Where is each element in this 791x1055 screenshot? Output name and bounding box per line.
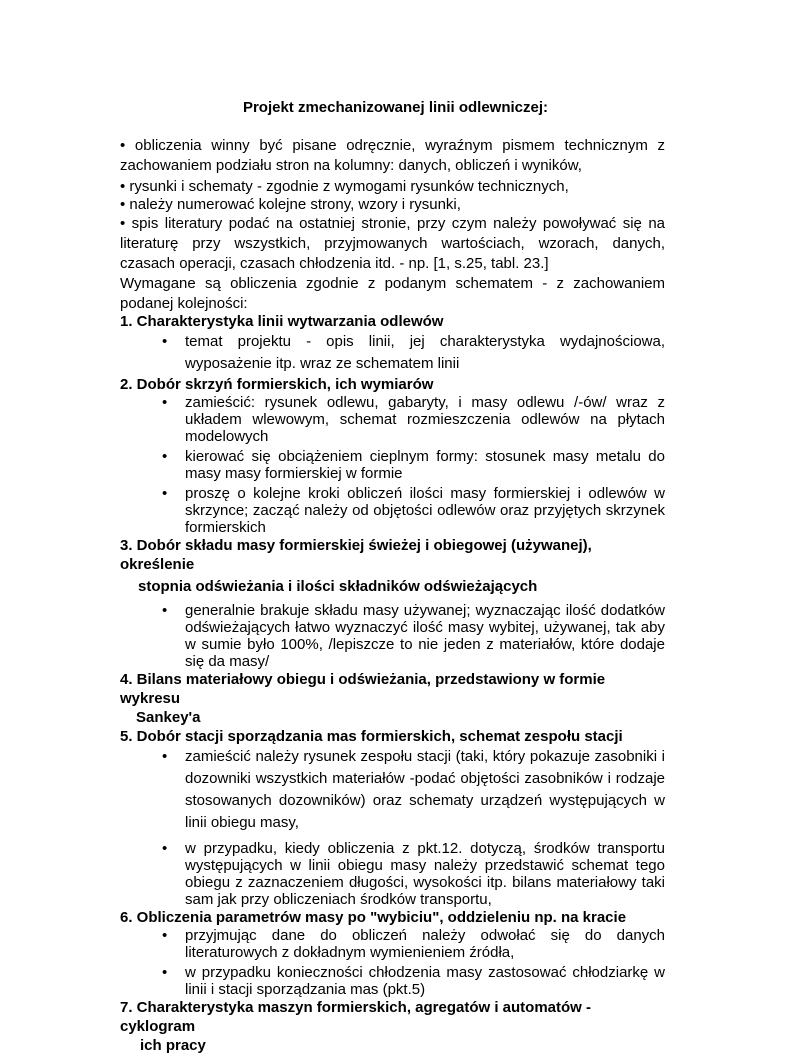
section-heading: 1. Charakterystyka linii wytwarzania odlewów <box>120 313 444 330</box>
list-item-text: kierować się obciążeniem cieplnym formy: stosunek masy metalu do masy masy formierskiej w formie <box>185 448 665 482</box>
section-heading <box>120 536 665 596</box>
list-item-text: w przypadku, kiedy obliczenia z pkt.12. dotyczą, środków transportu występujących w linii obiegu masy należy przedstawić schemat tego obiegu z zaznaczeniem długości, wysokości itp. bilans materiałowy taki sam jak przy obliczeniach środków transportu, <box>185 840 665 908</box>
list-item <box>120 746 665 834</box>
bullet-list <box>120 927 665 998</box>
bullet-icon: • <box>162 927 168 944</box>
intro-paragraph: Wymagane są obliczenia zgodnie z podanym schematem - z zachowaniem podanej kolejności: <box>120 275 665 312</box>
bullet-icon: • <box>162 748 168 765</box>
bullet-icon: • <box>162 333 168 350</box>
section-1 <box>120 312 665 375</box>
intro-paragraph: • spis literatury podać na ostatniej stronie, przy czym należy powoływać się na literaturę przy wszystkich, przyjmowanych wartościach, wzorach, danych, czasach operacji, czasach chłodzenia itd. - np. [1, s.25, tabl. 23.] <box>120 215 665 272</box>
section-heading: 6. Obliczenia parametrów masy po "wybiciu", oddzieleniu np. na kracie <box>120 909 627 926</box>
section-7 <box>120 998 665 1055</box>
bullet-list <box>120 331 665 375</box>
list-item <box>120 840 665 908</box>
section-heading <box>120 670 665 727</box>
section-6 <box>120 908 665 998</box>
section-2 <box>120 375 665 536</box>
bullet-icon: • <box>162 448 168 465</box>
bullet-icon: • <box>162 964 168 981</box>
section-3 <box>120 536 665 670</box>
section-heading-continuation: stopnia odświeżania i ilości składników odświeżających <box>138 578 538 595</box>
bullet-icon: • <box>162 602 168 619</box>
section-heading-continuation: Sankey'a <box>136 709 201 726</box>
list-item-text: zamieścić należy rysunek zespołu stacji (taki, który pokazuje zasobniki i dozowniki wszystkich materiałów -podać objętości zasobników i rodzaje stosowanych dozowników) oraz schematy urządzeń występujących w linii obiegu masy, <box>185 748 665 831</box>
list-item-text: generalnie brakuje składu masy używanej; wyznaczając ilość dodatków odświeżających łatwo wyznaczyć ilość masy wybitej, używanej, tak aby w sumie było 100%, /lepiszcze to nie jeden z materiałów, które dodaje się da masy/ <box>185 602 665 670</box>
document-title: Projekt zmechanizowanej linii odlewniczej: <box>242 99 549 116</box>
list-item <box>120 927 665 961</box>
list-item <box>120 394 665 445</box>
bullet-list <box>120 746 665 908</box>
section-5 <box>120 727 665 908</box>
section-heading-line: 4. Bilans materiałowy obiegu i odświeżania, przedstawiony w formie wykresu <box>120 671 606 707</box>
list-item-text: przyjmując dane do obliczeń należy odwołać się do danych literaturowych z dokładnym wymienieniem źródła, <box>185 927 665 961</box>
section-heading-continuation: ich pracy <box>140 1037 206 1054</box>
bullet-icon: • <box>162 394 168 411</box>
list-item <box>120 485 665 536</box>
list-item-text: temat projektu - opis linii, jej charakterystyka wydajnościowa, wyposażenie itp. wraz ze schematem linii <box>185 333 665 372</box>
intro-paragraph: • należy numerować kolejne strony, wzory i rysunki, <box>120 196 461 213</box>
section-heading-line: 3. Dobór składu masy formierskiej świeżej i obiegowej (używanej), określenie <box>120 537 592 573</box>
list-item <box>120 448 665 482</box>
bullet-icon: • <box>162 485 168 502</box>
list-item-text: proszę o kolejne kroki obliczeń ilości masy formierskiej i odlewów w skrzynce; zacząć należy od objętości odlewów oraz przyjętych skrzynek formierskich <box>185 485 665 536</box>
bullet-list <box>120 394 665 536</box>
section-heading <box>120 998 665 1055</box>
intro-paragraph: • obliczenia winny być pisane odręcznie, wyraźnym pismem technicznym z zachowaniem podziału stron na kolumny: danych, obliczeń i wyników, <box>120 137 665 174</box>
list-item <box>120 964 665 998</box>
list-item-text: w przypadku konieczności chłodzenia masy zastosować chłodziarkę w linii i stacji sporządzania mas (pkt.5) <box>185 964 665 998</box>
section-4 <box>120 670 665 727</box>
list-item-text: zamieścić: rysunek odlewu, gabaryty, i masy odlewu /-ów/ wraz z układem wlewowym, schemat rozmieszczenia odlewów na płytach modelowych <box>185 394 665 445</box>
sections-list <box>120 312 665 1055</box>
intro-paragraph: • rysunki i schematy - zgodnie z wymogami rysunków technicznych, <box>120 178 569 195</box>
list-item <box>120 602 665 670</box>
list-item <box>120 331 665 375</box>
section-heading: 5. Dobór stacji sporządzania mas formierskich, schemat zespołu stacji <box>120 728 623 745</box>
section-heading: 2. Dobór skrzyń formierskich, ich wymiarów <box>120 376 434 393</box>
intro-block <box>120 136 665 314</box>
section-heading-line: 7. Charakterystyka maszyn formierskich, agregatów i automatów - cyklogram <box>120 999 591 1035</box>
bullet-icon: • <box>162 840 168 857</box>
bullet-list <box>120 602 665 670</box>
